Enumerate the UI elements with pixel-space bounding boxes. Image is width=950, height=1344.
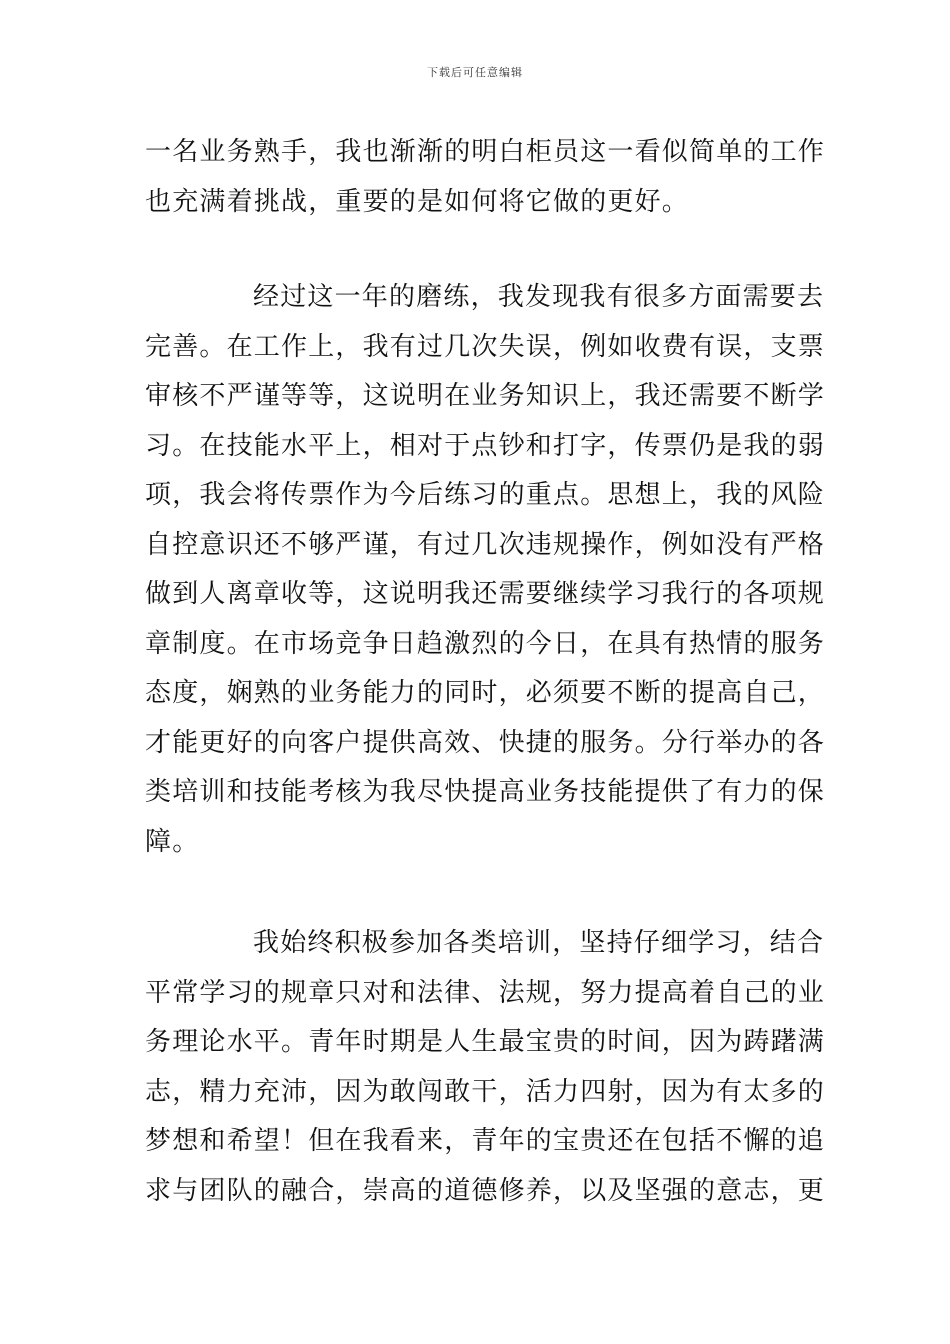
- text-line: 章制度。在市场竞争日趋激烈的今日，在具有热情的服务: [145, 628, 826, 659]
- text-line: 障。: [145, 826, 200, 857]
- text-line: 自控意识还不够严谨，有过几次违规操作，例如没有严格: [145, 529, 826, 560]
- text-line: 类培训和技能考核为我尽快提高业务技能提供了有力的保: [145, 777, 826, 807]
- text-line: 志，精力充沛，因为敢闯敢干，活力四射，因为有太多的: [145, 1076, 826, 1107]
- text-line: 做到人离章收等，这说明我还需要继续学习我行的各项规: [145, 579, 826, 609]
- text-line: 经过这一年的磨练，我发现我有很多方面需要去: [253, 282, 825, 312]
- text-line: 务理论水平。青年时期是人生最宝贵的时间，因为踌躇满: [145, 1027, 826, 1057]
- text-line: 求与团队的融合，崇高的道德修养，以及坚强的意志，更: [145, 1175, 826, 1206]
- text-line: 项，我会将传票作为今后练习的重点。思想上，我的风险: [145, 480, 826, 510]
- text-line: 我始终积极参加各类培训，坚持仔细学习，结合: [253, 928, 825, 958]
- text-line: 完善。在工作上，我有过几次失误，例如收费有误，支票: [145, 331, 826, 362]
- text-line: 习。在技能水平上，相对于点钞和打字，传票仍是我的弱: [145, 430, 826, 461]
- paragraph-1: [145, 128, 826, 227]
- text-line: 也充满着挑战，重要的是如何将它做的更好。: [145, 186, 690, 217]
- text-line: 审核不严谨等等，这说明在业务知识上，我还需要不断学: [145, 381, 826, 411]
- text-line: 态度，娴熟的业务能力的同时，必须要不断的提高自己，: [145, 678, 826, 708]
- paragraph-2: [145, 273, 826, 867]
- text-line: 才能更好的向客户提供高效、快捷的服务。分行举办的各: [145, 727, 826, 758]
- text-line: 梦想和希望！但在我看来，青年的宝贵还在包括不懈的追: [145, 1126, 826, 1156]
- page-header: 下载后可任意编辑: [427, 66, 523, 79]
- text-line: 一名业务熟手，我也渐渐的明白柜员这一看似简单的工作: [145, 137, 826, 167]
- text-line: 平常学习的规章只对和法律、法规，努力提高着自己的业: [145, 977, 826, 1008]
- paragraph-3: [145, 919, 826, 1216]
